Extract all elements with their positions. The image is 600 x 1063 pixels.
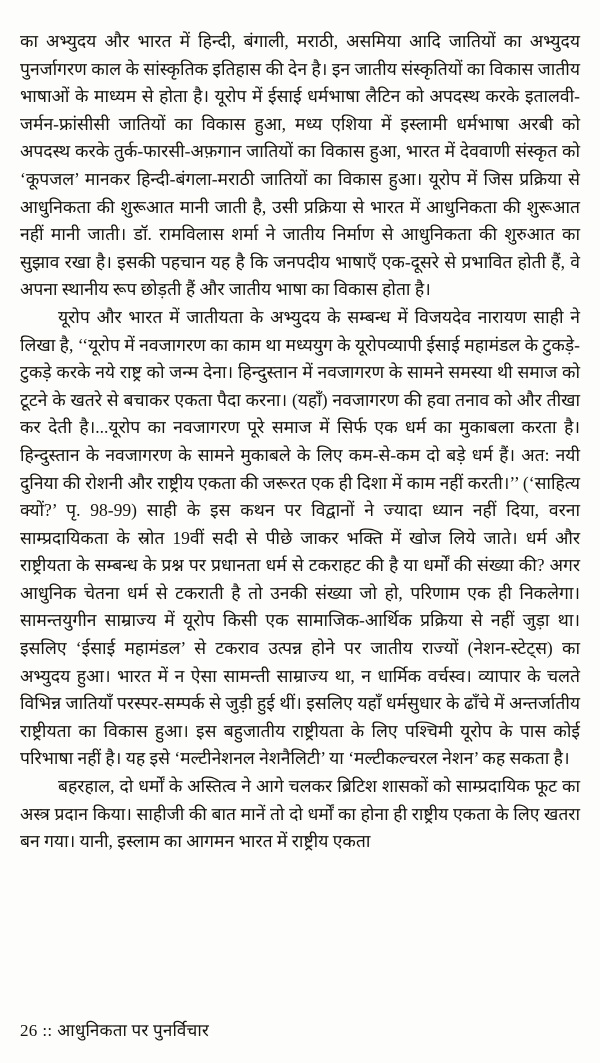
paragraph-conclusion: बहरहाल, दो धर्मों के अस्तित्व ने आगे चलकर ब्रिटिश शासकों को साम्प्रदायिक फूट का अस्त्र प्रदान किया। साहीजी की बात मानें तो दो धर्मों का होना ही राष्ट्रीय एकता के लिए खतरा बन गया। यानी, इस्लाम का आगमन भारत में राष्ट्रीय एकता [20,776,580,852]
page-footer [20,1019,209,1043]
book-title: आधुनिकता पर पुनर्विचार [57,1021,210,1040]
paragraph-quote-sahi: यूरोप और भारत में जातीयता के अभ्युदय के सम्बन्ध में विजयदेव नारायण साही ने लिखा है, ‘‘यूरोप में नवजागरण का काम था मध्ययुग के यूरोपव्यापी ईसाई महामंडल के टुकड़े-टुकड़े करके नये राष्ट्र को जन्म देना। हिन्दुस्तान में नवजागरण के सामने समस्या थी समाज को टूटने के खतरे से बचाकर एकता पैदा करना। (यहाँ) नवजागरण की हवा तनाव को और तीखा कर देती है।...यूरोप का नवजागरण पूरे समाज में सिर्फ एक धर्म का मुकाबला करता है। हिन्दुस्तान के नवजागरण के सामने मुकाबले के लिए कम-से-कम दो बड़े धर्म हैं। अत: नयी दुनिया की रोशनी और राष्ट्रीय एकता की जरूरत एक ही दिशा में काम नहीं करती।’’ (‘साहित्य क्यों?’ पृ. 98-99) साही के इस कथन पर विद्वानों ने ज्यादा ध्यान नहीं दिया, वरना साम्प्रदायिकता के स्रोत 19वीं सदी से पीछे जाकर भक्ति में खोज लिये जाते। धर्म और राष्ट्रीयता के सम्बन्ध के प्रश्न पर प्रधानता धर्म से टकराहट की है या धर्मों की संख्या की? अगर आधुनिक चेतना धर्म से टकराती है तो उनकी संख्या जो हो, परिणाम एक ही निकलेगा। सामन्तयुगीन साम्राज्य में यूरोप किसी एक सामाजिक-आर्थिक प्रक्रिया से नहीं जुड़ा था। इसलिए ‘ईसाई महामंडल’ से टकराव उत्पन्न होने पर जातीय राज्यों (नेशन-स्टेट्स) का अभ्युदय हुआ। भारत में न ऐसा सामन्ती साम्राज्य था, न धार्मिक वर्चस्व। व्यापार के चलते विभिन्न जातियाँ परस्पर-सम्पर्क से जुड़ी हुई थीं। इसलिए यहाँ धर्मसुधार के ढाँचे में अन्तर्जातीय राष्ट्रीयता का विकास हुआ। इस बहुजातीय राष्ट्रीयता के लिए पश्चिमी यूरोप के पास कोई परिभाषा नहीं है। यह इसे ‘मल्टीनेशनल नेशनैलिटी’ या ‘मल्टीकल्चरल नेशन’ कह सकता है। [20,306,580,769]
page-number: 26 [20,1021,38,1040]
body-text [20,28,580,856]
paragraph-continuation: का अभ्युदय और भारत में हिन्दी, बंगाली, मराठी, असमिया आदि जातियों का अभ्युदय पुनर्जागरण काल के सांस्कृतिक इतिहास की देन है। इन जातीय संस्कृतियों का विकास जातीय भाषाओं के माध्यम से होता है। यूरोप में ईसाई धर्मभाषा लैटिन को अपदस्थ करके इतालवी-जर्मन-फ्रांसीसी जातियों का विकास हुआ, मध्य एशिया में इस्लामी धर्मभाषा अरबी को अपदस्थ करके तुर्क-फारसी-अफ़गान जातियों का विकास हुआ, भारत में देववाणी संस्कृत को ‘कूपजल’ मानकर हिन्दी-बंगला-मराठी जातियों का विकास हुआ। यूरोप में जिस प्रक्रिया से आधुनिकता की शुरूआत मानी जाती है, उसी प्रक्रिया से भारत में आधुनिकता की शुरूआत नहीं मानी जाती। डॉ. रामविलास शर्मा ने जातीय निर्माण से आधुनिकता की शुरुआत का सुझाव रखा है। इसकी पहचान यह है कि जनपदीय भाषाएँ एक-दूसरे से प्रभावित होती हैं, वे अपना स्थानीय रूप छोड़ती हैं और जातीय भाषा का विकास होता है। [20,31,580,300]
footer-separator: :: [42,1021,53,1040]
